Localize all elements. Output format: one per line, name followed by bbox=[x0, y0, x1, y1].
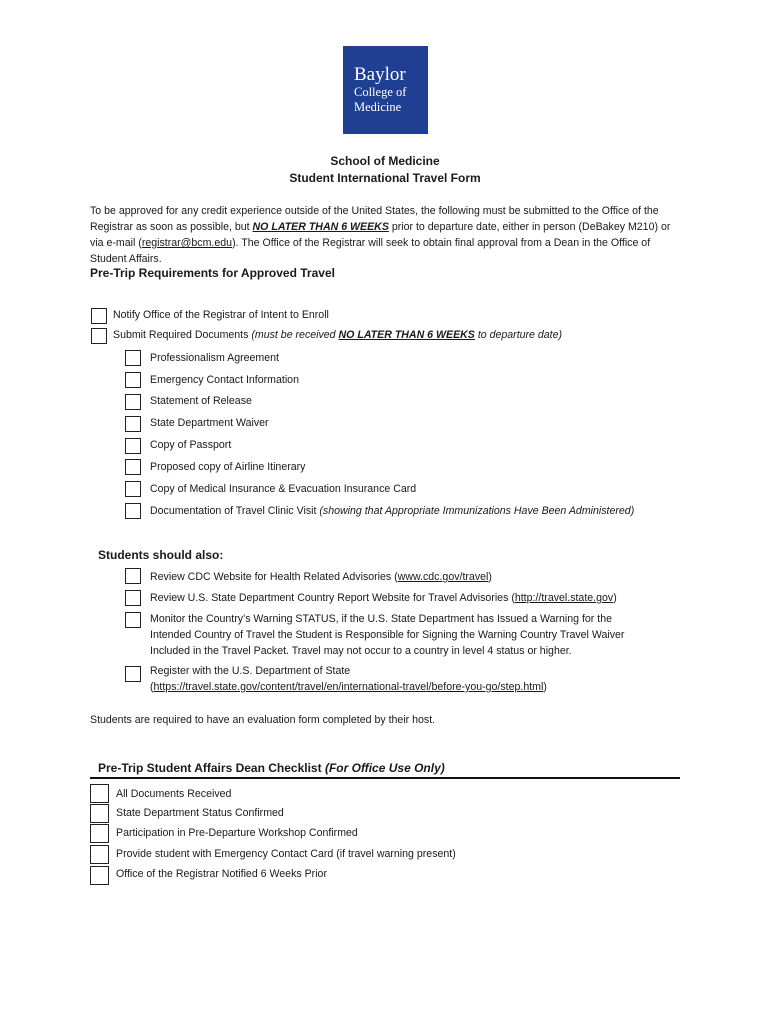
submit-documents-checkbox[interactable] bbox=[91, 328, 107, 344]
dean-label-emergency-card: Provide student with Emergency Contact Card (if travel warning present) bbox=[116, 848, 456, 860]
heading-divider bbox=[90, 777, 680, 779]
doc-checkbox-insurance[interactable] bbox=[125, 481, 141, 497]
submit-deadline: NO LATER THAN 6 WEEKS bbox=[338, 329, 475, 341]
submit-note-b: to departure date) bbox=[474, 329, 563, 341]
dean-checkbox-all-documents[interactable] bbox=[90, 784, 109, 803]
monitor-warning-line-3: Included in the Travel Packet. Travel may not occur to a country in level 4 status or higher. bbox=[150, 645, 572, 657]
form-title: Student International Travel Form bbox=[289, 171, 481, 185]
dean-label-all-documents: All Documents Received bbox=[116, 788, 232, 800]
intro-part-2: prior to departure date, either in person (DeBakey M210) or via e-mail ( bbox=[90, 221, 671, 249]
register-state-checkbox[interactable] bbox=[125, 666, 141, 682]
dean-label-registrar-notified: Office of the Registrar Notified 6 Weeks Prior bbox=[116, 868, 327, 880]
doc-checkbox-emergency-contact[interactable] bbox=[125, 372, 141, 388]
logo-line-2: College of bbox=[354, 85, 407, 99]
dean-label-workshop: Participation in Pre-Departure Workshop Confirmed bbox=[116, 827, 358, 839]
doc-checkbox-statement-release[interactable] bbox=[125, 394, 141, 410]
doc-label-insurance: Copy of Medical Insurance & Evacuation Insurance Card bbox=[150, 483, 417, 495]
doc-label-itinerary: Proposed copy of Airline Itinerary bbox=[150, 461, 306, 473]
doc-label-clinic-visit bbox=[150, 503, 634, 519]
monitor-warning-line-1: Monitor the Country’s Warning STATUS, if the U.S. State Department has Issued a Warning for the bbox=[150, 613, 613, 625]
dean-checkbox-emergency-card[interactable] bbox=[90, 845, 109, 864]
notify-registrar-checkbox[interactable] bbox=[91, 308, 107, 324]
doc-label-professionalism: Professionalism Agreement bbox=[150, 352, 279, 364]
intro-deadline: NO LATER THAN 6 WEEKS bbox=[252, 221, 389, 233]
school-title: School of Medicine bbox=[330, 154, 440, 168]
cdc-checkbox[interactable] bbox=[125, 568, 141, 584]
cdc-link[interactable]: www.cdc.gov/travel bbox=[397, 571, 489, 583]
state-report-label bbox=[150, 590, 617, 606]
state-report-link[interactable]: http://travel.state.gov bbox=[514, 592, 614, 604]
monitor-warning-line-2: Intended Country of Travel the Student is Responsible for Signing the Warning Country Travel Waiver bbox=[150, 629, 625, 641]
logo-line-1: Baylor bbox=[354, 64, 406, 85]
doc-checkbox-state-waiver[interactable] bbox=[125, 416, 141, 432]
register-state-line-2 bbox=[150, 679, 547, 695]
dean-checkbox-registrar-notified[interactable] bbox=[90, 866, 109, 885]
dean-checklist-heading bbox=[98, 761, 445, 775]
dean-heading-note: (For Office Use Only) bbox=[324, 761, 445, 775]
dean-checkbox-state-status[interactable] bbox=[90, 804, 109, 823]
clinic-visit-note: (showing that Appropriate Immunizations Have Been Administered) bbox=[319, 505, 635, 517]
doc-label-passport: Copy of Passport bbox=[150, 439, 232, 451]
register-state-line-1: Register with the U.S. Department of State bbox=[150, 665, 351, 677]
dean-heading-text: Pre-Trip Student Affairs Dean Checklist bbox=[98, 761, 325, 775]
intro-paragraph bbox=[90, 203, 680, 267]
clinic-visit-text: Documentation of Travel Clinic Visit bbox=[150, 505, 320, 517]
doc-label-state-waiver: State Department Waiver bbox=[150, 417, 269, 429]
pre-trip-heading: Pre-Trip Requirements for Approved Travel bbox=[90, 266, 335, 280]
state-report-close: ) bbox=[613, 592, 617, 604]
cdc-close: ) bbox=[488, 571, 492, 583]
logo-line-3: Medicine bbox=[354, 100, 402, 114]
submit-main: Submit Required Documents bbox=[113, 329, 252, 341]
monitor-warning-checkbox[interactable] bbox=[125, 612, 141, 628]
register-close: ) bbox=[543, 681, 547, 693]
dean-checkbox-workshop[interactable] bbox=[90, 824, 109, 843]
students-also-heading: Students should also: bbox=[98, 548, 224, 562]
cdc-label bbox=[150, 569, 492, 585]
submit-documents-label bbox=[113, 327, 562, 343]
doc-checkbox-professionalism[interactable] bbox=[125, 350, 141, 366]
state-report-checkbox[interactable] bbox=[125, 590, 141, 606]
state-report-text: Review U.S. State Department Country Report Website for Travel Advisories ( bbox=[150, 592, 515, 604]
register-open: ( bbox=[150, 681, 154, 693]
registrar-email-link[interactable]: registrar@bcm.edu bbox=[141, 237, 233, 249]
intro-part-1: To be approved for any credit experience outside of the United States, the following must be submitted to the Office of the Registrar as soon as possible, but bbox=[90, 205, 659, 233]
doc-label-statement-release: Statement of Release bbox=[150, 395, 252, 407]
doc-checkbox-passport[interactable] bbox=[125, 438, 141, 454]
doc-checkbox-clinic-visit[interactable] bbox=[125, 503, 141, 519]
evaluation-note: Students are required to have an evaluation form completed by their host. bbox=[90, 714, 436, 726]
doc-checkbox-itinerary[interactable] bbox=[125, 459, 141, 475]
step-link[interactable]: https://travel.state.gov/content/travel/en/international-travel/before-you-go/step.html bbox=[153, 681, 544, 693]
notify-registrar-label: Notify Office of the Registrar of Intent to Enroll bbox=[113, 309, 329, 321]
doc-label-emergency-contact: Emergency Contact Information bbox=[150, 374, 299, 386]
cdc-text: Review CDC Website for Health Related Advisories ( bbox=[150, 571, 398, 583]
intro-part-3: ). The Office of the Registrar will seek to obtain final approval from a Dean in the Office of Student Affairs. bbox=[90, 237, 651, 265]
baylor-logo bbox=[343, 46, 428, 134]
dean-label-state-status: State Department Status Confirmed bbox=[116, 807, 284, 819]
submit-note-a: (must be received bbox=[251, 329, 339, 341]
